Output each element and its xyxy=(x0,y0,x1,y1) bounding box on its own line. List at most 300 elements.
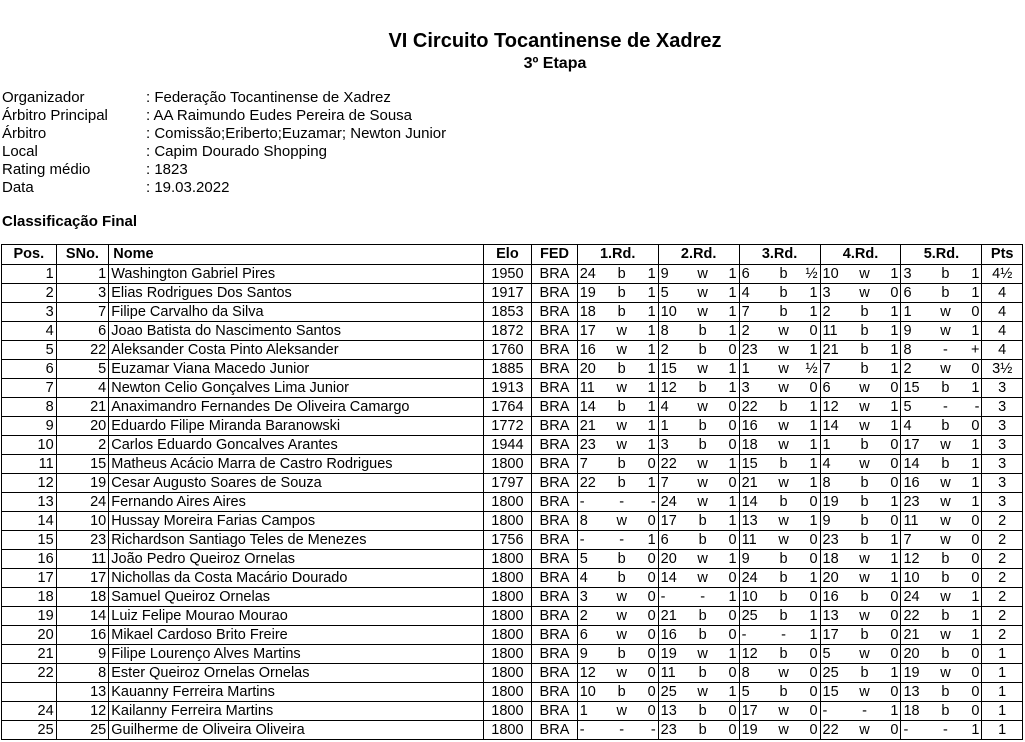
cell-elo: 1853 xyxy=(483,303,532,322)
round-color: w xyxy=(859,379,870,396)
table-row xyxy=(2,436,1023,455)
cell-round-1 xyxy=(577,493,658,512)
round-score: 0 xyxy=(971,569,980,586)
round-result xyxy=(661,665,737,682)
cell-pts: 2 xyxy=(982,607,1023,626)
cell-round-4 xyxy=(820,398,901,417)
round-score: 1 xyxy=(890,550,899,567)
round-opponent: 6 xyxy=(660,531,669,548)
round-score: 0 xyxy=(809,322,818,339)
round-result xyxy=(823,722,899,739)
round-color: - xyxy=(943,398,948,415)
cell-round-1 xyxy=(577,588,658,607)
cell-sno: 3 xyxy=(56,284,109,303)
round-opponent: 9 xyxy=(660,265,669,282)
round-score: + xyxy=(970,341,980,358)
round-result xyxy=(903,684,979,701)
round-score: 1 xyxy=(809,341,818,358)
round-opponent: 3 xyxy=(579,588,588,605)
round-result xyxy=(580,285,656,302)
round-score: 1 xyxy=(971,265,980,282)
round-score: 0 xyxy=(890,512,899,529)
cell-round-1 xyxy=(577,569,658,588)
round-score: 1 xyxy=(971,493,980,510)
round-result xyxy=(661,285,737,302)
round-color: w xyxy=(616,702,627,719)
round-color: w xyxy=(697,303,708,320)
info-label: Árbitro xyxy=(2,125,47,142)
round-result xyxy=(580,456,656,473)
cell-fed: BRA xyxy=(532,265,578,284)
round-score: 1 xyxy=(890,360,899,377)
round-score: 1 xyxy=(890,664,899,681)
table-row xyxy=(2,379,1023,398)
cell-fed: BRA xyxy=(532,341,578,360)
round-opponent: 16 xyxy=(660,626,677,643)
round-opponent: 7 xyxy=(579,455,588,472)
cell-round-5 xyxy=(901,303,982,322)
cell-pos: 6 xyxy=(2,360,57,379)
round-color: - xyxy=(619,531,625,548)
round-opponent: 19 xyxy=(579,284,596,301)
round-color: b xyxy=(779,569,788,586)
cell-round-3 xyxy=(739,683,820,702)
round-score: 0 xyxy=(809,664,818,681)
table-row xyxy=(2,702,1023,721)
cell-round-2 xyxy=(658,702,739,721)
round-result xyxy=(742,456,818,473)
round-color: w xyxy=(940,664,951,681)
cell-name: Newton Celio Gonçalves Lima Junior xyxy=(109,379,483,398)
round-opponent: 4 xyxy=(903,417,912,434)
round-opponent: 11 xyxy=(660,664,676,681)
round-result xyxy=(823,646,899,663)
round-color: - xyxy=(700,588,706,605)
cell-round-2 xyxy=(658,284,739,303)
round-color: - xyxy=(862,702,867,719)
round-color: b xyxy=(698,436,707,453)
cell-pos: 9 xyxy=(2,417,57,436)
info-row xyxy=(2,107,446,125)
round-result xyxy=(823,323,899,340)
cell-round-2 xyxy=(658,588,739,607)
round-opponent: 11 xyxy=(579,379,595,396)
round-result xyxy=(580,380,656,397)
round-score: 0 xyxy=(971,645,980,662)
cell-pts: 1 xyxy=(982,664,1023,683)
table-row xyxy=(2,588,1023,607)
round-result xyxy=(661,399,737,416)
round-result xyxy=(661,646,737,663)
round-result xyxy=(742,342,818,359)
cell-pos: 24 xyxy=(2,702,57,721)
cell-pts: 4 xyxy=(982,284,1023,303)
cell-fed: BRA xyxy=(532,683,578,702)
round-opponent: 2 xyxy=(741,322,750,339)
cell-elo: 1800 xyxy=(483,512,532,531)
round-color: w xyxy=(859,721,870,738)
round-score: 1 xyxy=(971,607,980,624)
round-opponent: 7 xyxy=(822,360,831,377)
cell-round-5 xyxy=(901,607,982,626)
round-color: w xyxy=(859,265,870,282)
round-opponent: 2 xyxy=(903,360,912,377)
round-score: 0 xyxy=(971,664,980,681)
round-result xyxy=(742,665,818,682)
round-opponent: 8 xyxy=(579,512,588,529)
round-result xyxy=(661,323,737,340)
table-row xyxy=(2,569,1023,588)
round-color: b xyxy=(698,512,707,529)
round-opponent: 7 xyxy=(741,303,750,320)
round-score: 0 xyxy=(809,493,818,510)
cell-round-5 xyxy=(901,493,982,512)
round-opponent: 11 xyxy=(822,322,838,339)
cell-round-3 xyxy=(739,417,820,436)
cell-elo: 1800 xyxy=(483,455,532,474)
cell-pos: 12 xyxy=(2,474,57,493)
cell-round-1 xyxy=(577,436,658,455)
round-opponent: 5 xyxy=(579,550,588,567)
round-score: 1 xyxy=(890,398,899,415)
round-opponent: - xyxy=(903,721,909,738)
cell-round-4 xyxy=(820,284,901,303)
round-color: w xyxy=(940,436,951,453)
cell-name: João Pedro Queiroz Ornelas xyxy=(109,550,483,569)
round-opponent: 6 xyxy=(822,379,831,396)
round-score: 0 xyxy=(728,569,737,586)
cell-round-4 xyxy=(820,702,901,721)
cell-fed: BRA xyxy=(532,550,578,569)
round-opponent: 22 xyxy=(741,398,758,415)
table-row xyxy=(2,398,1023,417)
info-row xyxy=(2,179,446,197)
round-score: 0 xyxy=(890,284,899,301)
cell-elo: 1872 xyxy=(483,322,532,341)
cell-round-3 xyxy=(739,455,820,474)
page-title: VI Circuito Tocantinense de Xadrez xyxy=(388,30,722,52)
table-row xyxy=(2,417,1023,436)
round-color: w xyxy=(859,284,870,301)
round-opponent: 20 xyxy=(822,569,839,586)
cell-elo: 1797 xyxy=(483,474,532,493)
round-result xyxy=(903,589,979,606)
cell-pts: 3 xyxy=(982,379,1023,398)
round-opponent: 7 xyxy=(903,531,912,548)
cell-name: Kailanny Ferreira Martins xyxy=(109,702,483,721)
round-score: 1 xyxy=(971,626,980,643)
round-opponent: 4 xyxy=(579,569,588,586)
round-color: w xyxy=(940,303,951,320)
cell-round-2 xyxy=(658,398,739,417)
round-opponent: 14 xyxy=(741,493,758,510)
round-result xyxy=(580,703,656,720)
round-score: 1 xyxy=(647,436,656,453)
round-score: 1 xyxy=(728,588,737,605)
round-result xyxy=(742,380,818,397)
round-score: 0 xyxy=(809,379,818,396)
round-result xyxy=(661,494,737,511)
round-color: w xyxy=(778,417,789,434)
cell-round-5 xyxy=(901,588,982,607)
round-opponent: 10 xyxy=(903,569,920,586)
round-opponent: 24 xyxy=(741,569,758,586)
cell-fed: BRA xyxy=(532,303,578,322)
cell-round-1 xyxy=(577,550,658,569)
round-color: w xyxy=(778,436,789,453)
round-score: 1 xyxy=(647,265,656,282)
round-result xyxy=(742,437,818,454)
round-color: w xyxy=(940,360,951,377)
cell-sno: 17 xyxy=(56,569,109,588)
cell-sno: 2 xyxy=(56,436,109,455)
cell-round-5 xyxy=(901,417,982,436)
round-result xyxy=(661,456,737,473)
round-score: 0 xyxy=(647,607,656,624)
round-score: 1 xyxy=(647,398,656,415)
round-opponent: 10 xyxy=(660,303,677,320)
column-header-name: Nome xyxy=(109,245,483,265)
round-score: 1 xyxy=(809,626,818,643)
cell-round-5 xyxy=(901,265,982,284)
round-opponent: 17 xyxy=(579,322,596,339)
round-score: 0 xyxy=(890,588,899,605)
round-score: 0 xyxy=(890,436,899,453)
cell-elo: 1772 xyxy=(483,417,532,436)
round-opponent: 23 xyxy=(822,531,839,548)
info-row xyxy=(2,161,446,179)
round-opponent: 15 xyxy=(903,379,920,396)
round-opponent: - xyxy=(741,626,747,643)
round-score: 0 xyxy=(728,436,737,453)
round-result xyxy=(580,627,656,644)
cell-pts: 2 xyxy=(982,531,1023,550)
round-opponent: 13 xyxy=(822,607,839,624)
cell-round-5 xyxy=(901,436,982,455)
cell-fed: BRA xyxy=(532,455,578,474)
cell-round-2 xyxy=(658,645,739,664)
cell-pos: 15 xyxy=(2,531,57,550)
round-color: b xyxy=(941,379,950,396)
round-color: b xyxy=(860,512,869,529)
round-color: w xyxy=(940,493,951,510)
round-score: 0 xyxy=(647,626,656,643)
column-header-elo: Elo xyxy=(483,245,532,265)
cell-round-5 xyxy=(901,284,982,303)
round-result xyxy=(580,437,656,454)
standings-table xyxy=(1,244,1023,740)
round-opponent: 14 xyxy=(579,398,596,415)
cell-round-4 xyxy=(820,588,901,607)
round-score: 1 xyxy=(971,474,980,491)
round-color: b xyxy=(617,569,626,586)
table-row xyxy=(2,626,1023,645)
round-color: b xyxy=(617,398,626,415)
section-title: Classificação Final xyxy=(2,213,138,230)
cell-name: Kauanny Ferreira Martins xyxy=(109,683,483,702)
round-score: 1 xyxy=(809,455,818,472)
round-result xyxy=(903,494,979,511)
column-header-pts: Pts xyxy=(982,245,1023,265)
cell-round-1 xyxy=(577,341,658,360)
round-color: b xyxy=(860,493,869,510)
cell-pts: 3 xyxy=(982,493,1023,512)
round-color: - xyxy=(781,626,786,643)
round-score: 0 xyxy=(971,512,980,529)
round-score: 0 xyxy=(809,683,818,700)
round-score: 1 xyxy=(971,284,980,301)
info-row xyxy=(2,125,446,143)
round-color: b xyxy=(698,607,707,624)
round-result xyxy=(903,456,979,473)
round-score: ½ xyxy=(805,360,818,377)
round-score: 0 xyxy=(647,550,656,567)
cell-round-1 xyxy=(577,417,658,436)
round-color: w xyxy=(616,436,627,453)
round-color: w xyxy=(616,512,627,529)
cell-round-3 xyxy=(739,474,820,493)
round-score: 1 xyxy=(647,360,656,377)
round-result xyxy=(580,494,656,511)
round-score: 0 xyxy=(890,721,899,738)
info-row xyxy=(2,143,446,161)
round-color: w xyxy=(778,341,789,358)
cell-round-1 xyxy=(577,607,658,626)
round-score: 1 xyxy=(890,569,899,586)
round-result xyxy=(742,285,818,302)
cell-elo: 1950 xyxy=(483,265,532,284)
round-color: b xyxy=(860,322,869,339)
cell-sno: 13 xyxy=(56,683,109,702)
cell-round-1 xyxy=(577,322,658,341)
round-opponent: 23 xyxy=(660,721,677,738)
table-row xyxy=(2,550,1023,569)
round-score: 1 xyxy=(809,569,818,586)
round-opponent: 8 xyxy=(741,664,750,681)
round-result xyxy=(580,323,656,340)
round-score: 1 xyxy=(728,550,737,567)
cell-sno: 1 xyxy=(56,265,109,284)
round-result xyxy=(823,627,899,644)
info-value: : AA Raimundo Eudes Pereira de Sousa xyxy=(146,107,413,124)
cell-fed: BRA xyxy=(532,284,578,303)
round-result xyxy=(823,361,899,378)
round-result xyxy=(661,437,737,454)
cell-round-3 xyxy=(739,550,820,569)
round-result xyxy=(580,551,656,568)
round-color: w xyxy=(616,322,627,339)
cell-round-5 xyxy=(901,455,982,474)
round-score: 0 xyxy=(728,531,737,548)
round-score: 1 xyxy=(728,512,737,529)
cell-round-2 xyxy=(658,379,739,398)
cell-elo: 1800 xyxy=(483,550,532,569)
table-header-row xyxy=(2,245,1023,265)
cell-round-2 xyxy=(658,626,739,645)
column-header-fed: FED xyxy=(532,245,578,265)
round-color: w xyxy=(697,455,708,472)
cell-round-5 xyxy=(901,379,982,398)
cell-round-2 xyxy=(658,664,739,683)
round-score: 0 xyxy=(809,645,818,662)
round-score: 1 xyxy=(728,645,737,662)
cell-round-2 xyxy=(658,512,739,531)
cell-round-1 xyxy=(577,474,658,493)
round-score: 1 xyxy=(647,303,656,320)
round-score: 0 xyxy=(728,702,737,719)
round-opponent: 3 xyxy=(903,265,912,282)
cell-sno: 23 xyxy=(56,531,109,550)
round-opponent: 4 xyxy=(660,398,669,415)
round-opponent: 17 xyxy=(903,436,920,453)
column-header-round-3: 3.Rd. xyxy=(739,245,820,265)
round-opponent: 11 xyxy=(903,512,919,529)
round-result xyxy=(903,266,979,283)
cell-pos: 25 xyxy=(2,721,57,740)
cell-round-1 xyxy=(577,721,658,740)
round-color: b xyxy=(860,474,869,491)
round-score: 0 xyxy=(971,683,980,700)
cell-elo: 1800 xyxy=(483,683,532,702)
round-result xyxy=(823,342,899,359)
round-color: w xyxy=(697,645,708,662)
round-opponent: 16 xyxy=(741,417,758,434)
round-opponent: 10 xyxy=(822,265,839,282)
round-result xyxy=(742,703,818,720)
round-color: w xyxy=(697,683,708,700)
round-score: 1 xyxy=(728,360,737,377)
cell-round-3 xyxy=(739,569,820,588)
round-score: 0 xyxy=(971,417,980,434)
round-score: 1 xyxy=(809,284,818,301)
cell-sno: 9 xyxy=(56,645,109,664)
round-color: b xyxy=(698,379,707,396)
round-result xyxy=(903,304,979,321)
round-result xyxy=(823,399,899,416)
round-opponent: 25 xyxy=(822,664,839,681)
round-score: 1 xyxy=(728,284,737,301)
round-color: b xyxy=(698,531,707,548)
round-color: w xyxy=(697,265,708,282)
round-score: 0 xyxy=(890,474,899,491)
round-result xyxy=(742,532,818,549)
round-color: b xyxy=(779,683,788,700)
round-opponent: 6 xyxy=(741,265,750,282)
round-color: - xyxy=(619,493,625,510)
round-result xyxy=(823,703,899,720)
round-opponent: 23 xyxy=(579,436,596,453)
round-score: 1 xyxy=(890,493,899,510)
cell-round-3 xyxy=(739,265,820,284)
cell-round-2 xyxy=(658,721,739,740)
cell-round-1 xyxy=(577,379,658,398)
cell-round-4 xyxy=(820,379,901,398)
round-color: w xyxy=(697,474,708,491)
cell-name: Aleksander Costa Pinto Aleksander xyxy=(109,341,483,360)
round-color: b xyxy=(779,398,788,415)
round-color: w xyxy=(778,360,789,377)
round-color: w xyxy=(616,379,627,396)
cell-round-3 xyxy=(739,341,820,360)
cell-name: Cesar Augusto Soares de Souza xyxy=(109,474,483,493)
cell-fed: BRA xyxy=(532,626,578,645)
round-color: b xyxy=(941,645,950,662)
cell-round-3 xyxy=(739,645,820,664)
cell-pos: 3 xyxy=(2,303,57,322)
cell-pos: 7 xyxy=(2,379,57,398)
round-score: 0 xyxy=(647,702,656,719)
round-color: w xyxy=(859,417,870,434)
